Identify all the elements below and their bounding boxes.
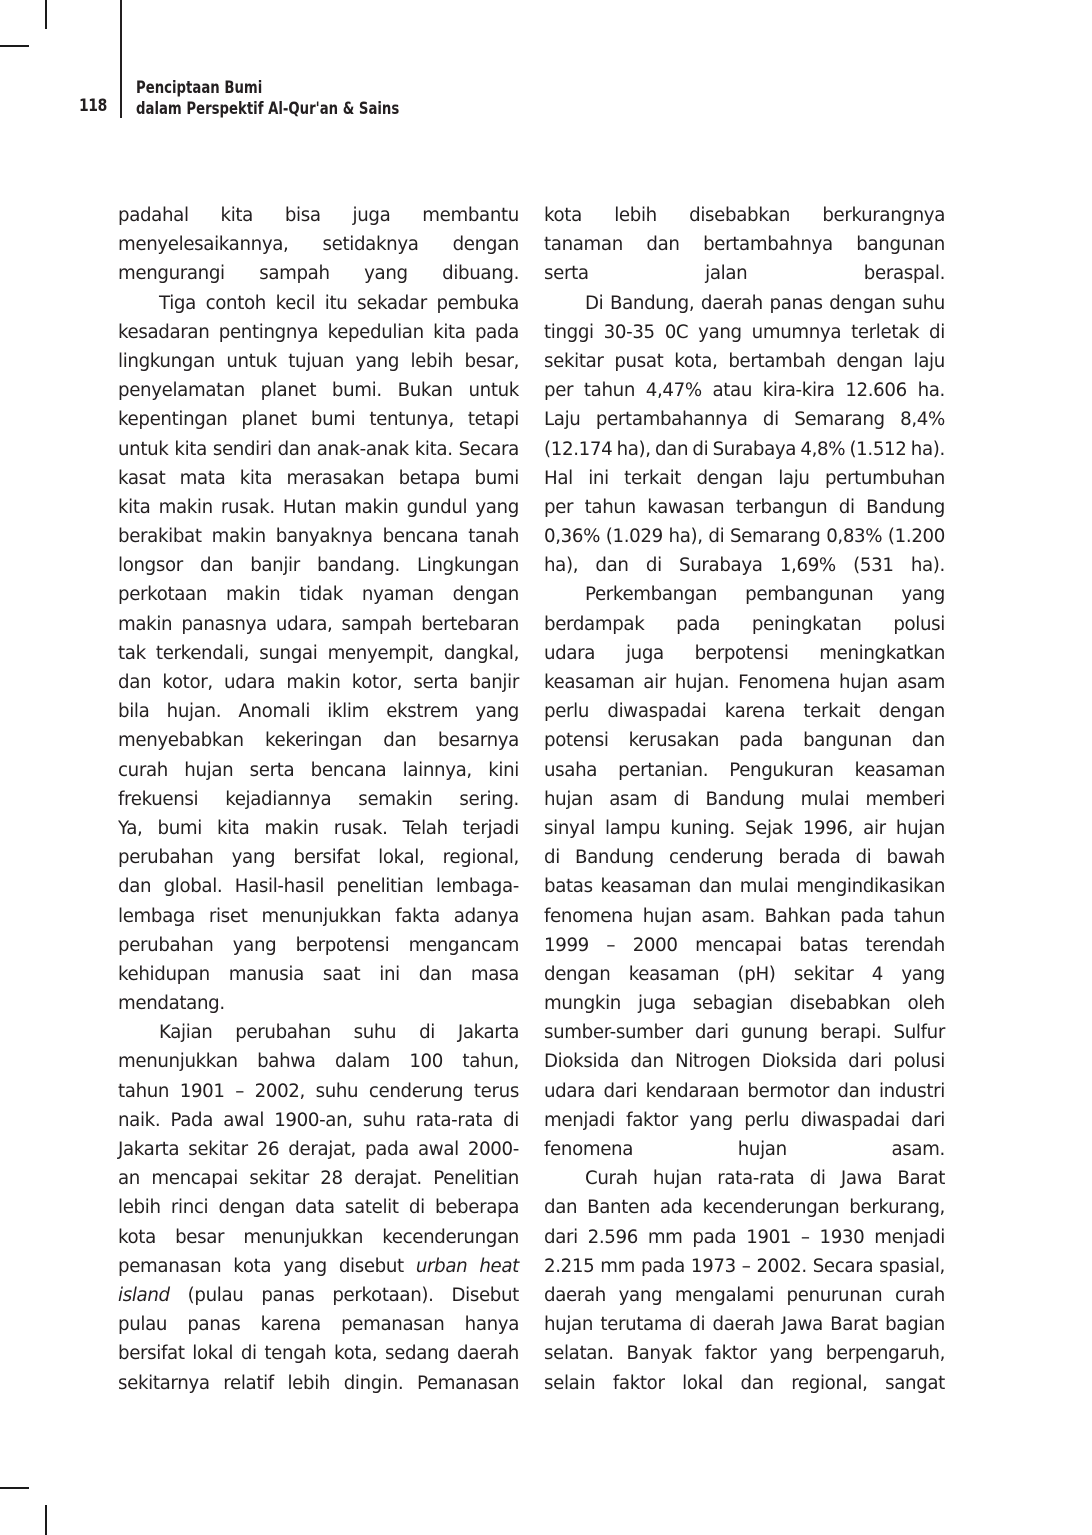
text-line: kita makin rusak. Hutan makin gundul yang (118, 496, 519, 518)
text-line: Laju pertambahannya di Semarang 8,4% (544, 409, 945, 431)
text-line: Di Bandung, daerah panas dengan suhu (585, 292, 945, 314)
text-line: menunjukkan bahwa dalam 100 tahun, (118, 1051, 519, 1073)
text-line: padahal kita bisa juga membantu (118, 205, 519, 226)
text-line: kota besar menunjukkan kecenderungan (118, 1226, 519, 1248)
text-line: sekitarnya relatif lebih dingin. Pemanasan (118, 1372, 519, 1394)
text-line: fenomena hujan asam. Bahkan pada tahun (544, 905, 945, 927)
text-line: kepentingan planet bumi tentunya, tetapi (118, 409, 519, 431)
text-line: per tahun kawasan terbangun di Bandung (544, 496, 945, 518)
text-line: Kajian perubahan suhu di Jakarta (159, 1022, 519, 1044)
body-column-left (118, 201, 519, 1398)
text-line: keasaman air hujan. Fenomena hujan asam (544, 672, 945, 693)
text-line: penyelamatan planet bumi. Bukan untuk (118, 380, 519, 402)
text-line: udara juga berpotensi meningkatkan (544, 642, 945, 664)
text-line: mengurangi sampah yang dibuang. (118, 263, 520, 285)
text-line: hujan terutama di daerah Jawa Barat bagian (544, 1314, 945, 1336)
text-line: dari 2.596 mm pada 1901 – 1930 menjadi (544, 1226, 945, 1248)
text-line: lembaga riset menunjukkan fakta adanya (118, 905, 519, 927)
text-line: berakibat makin banyaknya bencana tanah (118, 526, 519, 548)
text-line: 2.215 mm pada 1973 – 2002. Secara spasial, (544, 1255, 945, 1277)
text-line: mungkin juga sebagian disebabkan oleh (544, 993, 945, 1015)
text-line: Perkembangan pembangunan yang (585, 584, 945, 606)
body-column-right (544, 201, 945, 1398)
text-line: dengan keasaman (pH) sekitar 4 yang (544, 963, 945, 985)
text-line: untuk kita sendiri dan anak-anak kita. Secara (118, 438, 519, 460)
text-line: Ya, bumi kita makin rusak. Telah terjadi (118, 817, 519, 839)
text-line: (12.174 ha), dan di Surabaya 4,8% (1.512 ha). (544, 438, 945, 460)
text-line: makin panasnya udara, sampah bertebaran (118, 613, 519, 635)
running-title-line-1: Penciptaan Bumi (136, 78, 263, 98)
text-line: dan Banten ada kecenderungan berkurang, (544, 1197, 945, 1219)
text-line: fenomena hujan asam. (544, 1139, 945, 1160)
text-line: Curah hujan rata-rata di Jawa Barat (585, 1168, 945, 1190)
text-line: frekuensi kejadiannya semakin sering. (118, 788, 519, 810)
text-line: hujan asam di Bandung mulai memberi (544, 788, 945, 810)
text-line: berdampak pada peningkatan polusi (544, 613, 945, 635)
text-line: menyebabkan kekeringan dan besarnya (118, 730, 519, 752)
text-line: ha), dan di Surabaya 1,69% (531 ha). (544, 555, 945, 577)
crop-mark-top-horizontal (0, 45, 29, 47)
text-line: Hal ini terkait dengan laju pertumbuhan (544, 467, 945, 489)
text-line: sumber-sumber dari gunung berapi. Sulfur (544, 1022, 945, 1044)
crop-mark-top-vertical (45, 0, 47, 29)
text-line: per tahun 4,47% atau kira-kira 12.606 ha. (544, 380, 945, 402)
text-line: perubahan yang berpotensi mengancam (118, 934, 519, 956)
text-line: usaha pertanian. Pengukuran keasaman (544, 759, 945, 781)
text-line: island (pulau panas perkotaan). Disebut (118, 1284, 519, 1306)
crop-mark-bottom-vertical (45, 1505, 47, 1535)
text-line: tak terkendali, sungai menyempit, dangkal, (118, 642, 519, 664)
text-line: mendatang. (118, 993, 225, 1015)
text-line: bersifat lokal di tengah kota, sedang daerah (118, 1343, 519, 1365)
text-line: Dioksida dan Nitrogen Dioksida dari polusi (544, 1051, 945, 1073)
text-line: potensi kerusakan pada bangunan dan (544, 730, 945, 752)
page-number: 118 (79, 96, 107, 116)
header-divider (120, 0, 122, 118)
text-line: kota lebih disebabkan berkurangnya (544, 205, 945, 226)
text-line: kasat mata kita merasakan betapa bumi (118, 467, 519, 489)
text-line: naik. Pada awal 1900-an, suhu rata-rata di (118, 1109, 519, 1131)
text-line: udara dari kendaraan bermotor dan industri (544, 1080, 945, 1102)
text-line: dan global. Hasil-hasil penelitian lembaga- (118, 876, 519, 898)
text-line: curah hujan serta bencana lainnya, kini (118, 759, 519, 781)
text-line: serta jalan beraspal. (544, 263, 946, 285)
running-title (136, 78, 399, 120)
text-line: menyelesaikannya, setidaknya dengan (118, 234, 519, 256)
text-line: lebih rinci dengan data satelit di beberapa (118, 1197, 519, 1219)
text-line: pulau panas karena pemanasan hanya (118, 1314, 519, 1336)
text-line: di Bandung cenderung berada di bawah (544, 847, 945, 869)
text-line: sekitar pusat kota, bertambah dengan laju (544, 350, 945, 372)
text-line: tanaman dan bertambahnya bangunan (544, 234, 945, 256)
text-line: 1999 – 2000 mencapai batas terendah (544, 934, 945, 956)
crop-mark-bottom-horizontal (0, 1487, 29, 1489)
text-line: Jakarta sekitar 26 derajat, pada awal 2000- (118, 1139, 519, 1160)
text-line: sinyal lampu kuning. Sejak 1996, air hujan (544, 817, 945, 839)
text-line: perkotaan makin tidak nyaman dengan (118, 584, 519, 606)
text-line: lingkungan untuk tujuan yang lebih besar, (118, 350, 519, 372)
text-line: batas keasaman dan mulai mengindikasikan (544, 876, 945, 898)
text-line: tahun 1901 – 2002, suhu cenderung terus (118, 1080, 519, 1102)
text-line: menjadi faktor yang perlu diwaspadai dari (544, 1109, 945, 1131)
running-title-line-2: dalam Perspektif Al-Qur'an & Sains (136, 99, 400, 119)
text-line: perlu diwaspadai karena terkait dengan (544, 701, 945, 723)
text-line: tinggi 30-35 0C yang umumnya terletak di (544, 321, 945, 343)
text-line: bila hujan. Anomali iklim ekstrem yang (118, 701, 519, 723)
text-line: an mencapai sekitar 28 derajat. Penelitian (118, 1168, 519, 1190)
text-line: daerah yang mengalami penurunan curah (544, 1284, 945, 1306)
text-line: kesadaran pentingnya kepedulian kita pada (118, 321, 519, 343)
text-line: kehidupan manusia saat ini dan masa (118, 963, 519, 985)
text-line: pemanasan kota yang disebut urban heat (118, 1255, 519, 1277)
text-line: dan kotor, udara makin kotor, serta banjir (118, 672, 519, 693)
text-line: selain faktor lokal dan regional, sangat (544, 1372, 945, 1394)
text-line: Tiga contoh kecil itu sekadar pembuka (159, 292, 519, 314)
text-line: longsor dan banjir bandang. Lingkungan (118, 555, 519, 577)
text-line: 0,36% (1.029 ha), di Semarang 0,83% (1.200 (544, 526, 945, 548)
text-line: perubahan yang bersifat lokal, regional, (118, 847, 519, 869)
text-line: selatan. Banyak faktor yang berpengaruh, (544, 1343, 945, 1365)
